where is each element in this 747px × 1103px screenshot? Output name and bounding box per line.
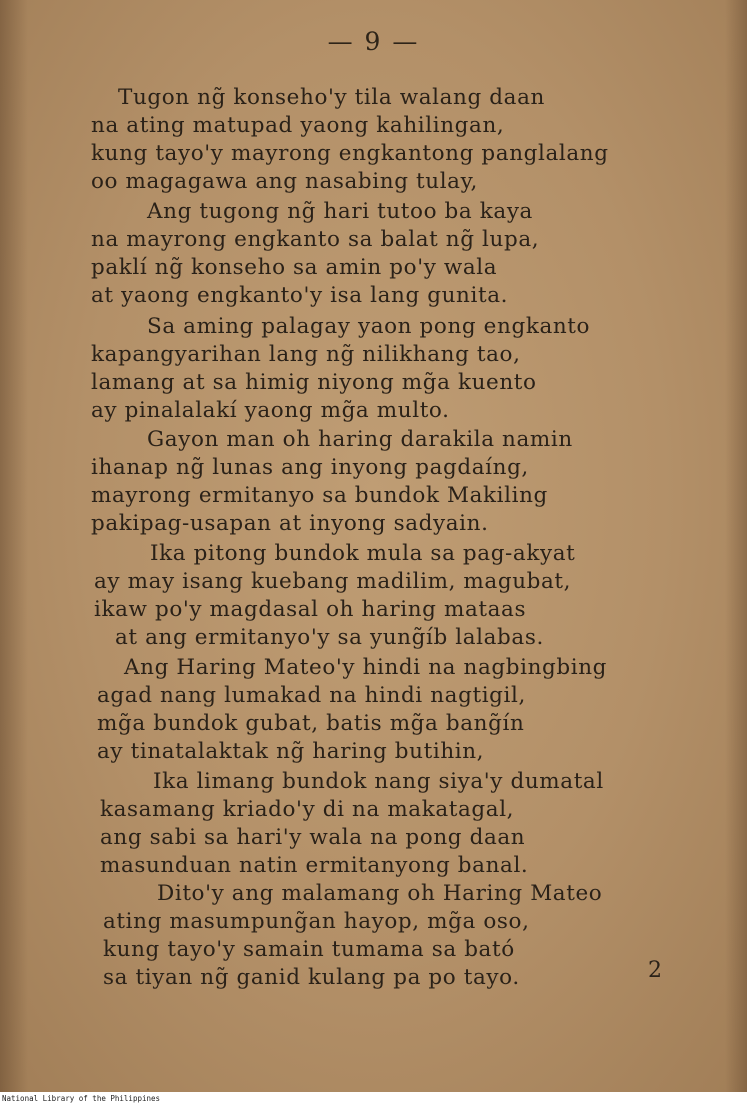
stanza-5-line-3: ikaw po'y magdasal oh haring mataas (94, 597, 527, 622)
stanza-5-line-4: at ang ermitanyo'y sa yung̃íb lalabas. (115, 625, 544, 650)
stanza-5-line-2: ay may isang kuebang madilim, magubat, (94, 569, 572, 594)
stanza-8-line-1: Dito'y ang malamang oh Haring Mateo (157, 881, 603, 906)
stanza-1-line-4: oo magagawa ang nasabing tulay, (91, 169, 478, 194)
stanza-8-line-4: sa tiyan ng̃ ganid kulang pa po tayo. (103, 965, 520, 990)
stanza-1-line-1: Tugon ng̃ konseho'y tila walang daan (118, 85, 545, 110)
stanza-2-line-3: paklí ng̃ konseho sa amin po'y wala (91, 255, 498, 280)
stanza-6-line-3: mg̃a bundok gubat, batis mg̃a bang̃ín (97, 711, 525, 736)
stanza-1-line-3: kung tayo'y mayrong engkantong panglalang (91, 141, 609, 166)
stanza-8-line-3: kung tayo'y samain tumama sa bató (103, 937, 515, 962)
stanza-3-line-2: kapangyarihan lang ng̃ nilikhang tao, (91, 342, 521, 367)
stanza-4-line-4: pakipag-usapan at inyong sadyain. (91, 511, 489, 536)
library-credit: National Library of the Philippines (2, 1094, 161, 1103)
stanza-3-line-4: ay pinalalakí yaong mg̃a multo. (91, 398, 450, 423)
stanza-7-line-2: kasamang kriado'y di na makatagal, (100, 797, 515, 822)
stanza-3-line-3: lamang at sa himig niyong mg̃a kuento (91, 370, 537, 395)
stanza-4-line-1: Gayon man oh haring darakila namin (147, 427, 573, 452)
stanza-8-line-2: ating masumpung̃an hayop, mg̃a oso, (103, 909, 530, 934)
stanza-7-line-3: ang sabi sa hari'y wala na pong daan (100, 825, 526, 850)
stanza-6-line-1: Ang Haring Mateo'y hindi na nagbingbing (124, 655, 608, 680)
stanza-1-line-2: na ating matupad yaong kahilingan, (91, 113, 505, 138)
page-number: — 9 — (327, 27, 420, 56)
stanza-3-line-1: Sa aming palagay yaon pong engkanto (147, 314, 591, 339)
stanza-2-line-2: na mayrong engkanto sa balat ng̃ lupa, (91, 227, 540, 252)
stanza-7-line-4: masunduan natin ermitanyong banal. (100, 853, 529, 878)
stanza-2-line-4: at yaong engkanto'y isa lang gunita. (91, 283, 509, 308)
stanza-5-line-1: Ika pitong bundok mula sa pag-akyat (150, 541, 576, 566)
stanza-6-line-2: agad nang lumakad na hindi nagtigil, (97, 683, 526, 708)
stanza-2-line-1: Ang tugong ng̃ hari tutoo ba kaya (147, 199, 533, 224)
stanza-4-line-3: mayrong ermitanyo sa bundok Makiling (91, 483, 548, 508)
signature-mark: 2 (648, 958, 662, 983)
stanza-7-line-1: Ika limang bundok nang siya'y dumatal (153, 769, 604, 794)
stanza-4-line-2: ihanap ng̃ lunas ang inyong pagdaíng, (91, 455, 529, 480)
stanza-6-line-4: ay tinatalaktak ng̃ haring butihin, (97, 739, 485, 764)
